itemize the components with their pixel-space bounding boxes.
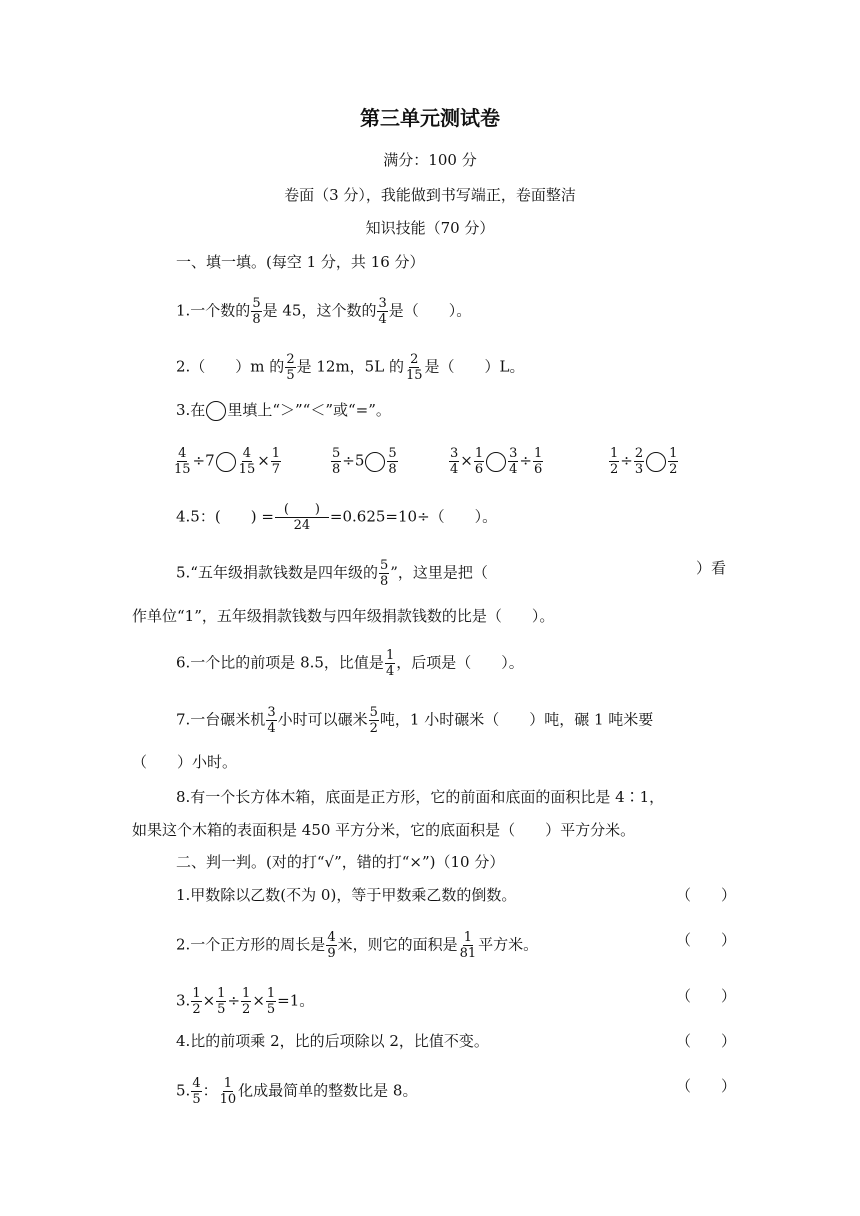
judge-5: 5. $\frac{4}{5}$ ： $\frac{1}{10}$ 化成最简单的整数比是 8。 (176, 1076, 418, 1107)
full-score: 满分：100 分 (383, 151, 477, 169)
numerator: 3 (450, 446, 459, 461)
q5-line1-end: ）看 (696, 559, 727, 577)
denominator: 6 (474, 462, 484, 477)
fraction (238, 446, 257, 477)
fraction (533, 446, 543, 477)
denominator: 8 (252, 312, 261, 327)
fraction (219, 1076, 238, 1107)
fraction (634, 446, 644, 477)
q8-line1: 8.有一个长方体木箱，底面是正方形，它的前面和底面的面积比是 4∶1， (176, 788, 665, 806)
denominator: 5 (266, 1002, 276, 1017)
denominator: 81 (459, 946, 477, 961)
judge-4-answer[interactable]: （ ） (676, 1032, 737, 1050)
denominator: 9 (327, 946, 336, 961)
numerator: 3 (267, 705, 276, 720)
denominator: 2 (192, 1002, 201, 1017)
numerator: 4 (242, 446, 252, 461)
judge-3-answer[interactable]: （ ） (676, 987, 737, 1005)
numerator: 1 (669, 446, 678, 461)
denominator: 5 (286, 368, 295, 383)
numerator: 1 (474, 446, 484, 461)
denominator: 7 (271, 462, 281, 477)
fraction (275, 502, 329, 533)
numerator: 4 (327, 930, 336, 945)
compare-circle[interactable] (646, 452, 666, 472)
fraction (266, 986, 276, 1017)
numerator: 2 (286, 352, 295, 367)
q5-line1: 5.“五年级捐款钱数是四年级的 $\frac{5}{8}$ ”，这里是把（ (176, 558, 488, 589)
numerator: 1 (271, 446, 281, 461)
numerator: 1 (223, 1076, 233, 1091)
fraction (369, 705, 379, 736)
q7-line1: 7.一台碾米机 $\frac{3}{4}$ 小时可以碾米 $\frac{5}{2}$ 吨，1 小时碾米（ ）吨，碾 1 吨米要 (176, 705, 654, 736)
q7-line2: （ ）小时。 (132, 753, 238, 771)
fraction (449, 446, 459, 477)
judge-3: 3. $\frac{1}{2}$ × $\frac{1}{5}$ ÷ $\frac{1}{2}$ × $\frac{1}{5}$ =1。 (176, 986, 315, 1017)
fraction (285, 352, 295, 383)
fraction (379, 558, 389, 589)
numerator: 4 (178, 446, 187, 461)
page-title: 第三单元测试卷 (360, 106, 500, 130)
numerator: 1 (192, 986, 201, 1001)
denominator: 24 (293, 518, 311, 533)
fraction (326, 930, 336, 961)
denominator: 6 (534, 462, 543, 477)
denominator: 4 (450, 462, 459, 477)
denominator: 2 (669, 462, 678, 477)
q5-line2: 作单位“1”，五年级捐款钱数与四年级捐款钱数的比是（ ）。 (132, 607, 555, 625)
denominator: 15 (405, 368, 423, 383)
q3-expressions (0, 446, 860, 486)
fraction (241, 986, 251, 1017)
neatness-note: 卷面（3 分），我能做到书写端正，卷面整洁 (284, 186, 576, 204)
fraction (331, 446, 341, 477)
q3-expr-2: $\frac{5}{8}$ ÷5 $\frac{5}{8}$ (332, 446, 397, 477)
section2-heading: 二、判一判。(对的打“√”，错的打“×”)（10 分） (176, 853, 505, 871)
denominator: 15 (238, 462, 256, 477)
numerator: 3 (509, 446, 518, 461)
judge-5-answer[interactable]: （ ） (676, 1077, 737, 1095)
denominator: 4 (509, 462, 518, 477)
judge-1: 1.甲数除以乙数(不为 0)，等于甲数乘乙数的倒数。 (176, 886, 517, 904)
compare-circle (206, 401, 226, 421)
compare-circle[interactable] (216, 452, 236, 472)
fraction (377, 296, 387, 327)
numerator: 1 (610, 446, 619, 461)
numerator: 2 (410, 352, 419, 367)
q2: 2.（ ）m 的 $\frac{2}{5}$ 是 12m，5L 的 $\frac{2}{15}$ 是（ ）L。 (176, 352, 525, 383)
q3-expr-4: $\frac{1}{2}$ ÷ $\frac{2}{3}$ $\frac{1}{2}$ (610, 446, 678, 477)
denominator: 8 (388, 462, 397, 477)
q6: 6.一个比的前项是 8.5，比值是 $\frac{1}{4}$ ，后项是（ ）。 (176, 648, 524, 679)
fraction (251, 296, 261, 327)
numerator: 1 (266, 986, 276, 1001)
judge-2-answer[interactable]: （ ） (676, 931, 737, 949)
fraction (266, 705, 276, 736)
q4: 4.5：( ) = ( ) 24 =0.625=10÷（ ）。 (176, 502, 498, 533)
fraction (387, 446, 397, 477)
denominator: 8 (379, 574, 389, 589)
q3: 3.在 里填上“＞”“＜”或“=”。 (176, 401, 391, 419)
numerator: 5 (332, 446, 341, 461)
numerator: 3 (378, 296, 387, 311)
fraction (508, 446, 518, 477)
numerator: 1 (242, 986, 251, 1001)
denominator: 2 (242, 1002, 251, 1017)
fraction (459, 930, 478, 961)
numerator: 4 (192, 1076, 201, 1091)
denominator: 4 (385, 664, 395, 679)
numerator: 1 (385, 648, 395, 663)
denominator: 8 (332, 462, 341, 477)
denominator: 10 (219, 1092, 237, 1107)
knowledge-heading: 知识技能（70 分） (365, 219, 495, 237)
numerator: 1 (217, 986, 226, 1001)
denominator: 3 (634, 462, 644, 477)
q3-expr-1: $\frac{4}{15}$ ÷7 $\frac{4}{15}$ × $\frac{1}{7}$ (174, 446, 281, 477)
numerator: 5 (369, 705, 378, 720)
q3-expr-3: $\frac{3}{4}$ × $\frac{1}{6}$ $\frac{3}{4}$ ÷ $\frac{1}{6}$ (450, 446, 543, 477)
fraction (474, 446, 484, 477)
fraction (173, 446, 192, 477)
section1-heading: 一、填一填。(每空 1 分，共 16 分） (176, 253, 425, 271)
denominator: 4 (378, 312, 387, 327)
compare-circle[interactable] (365, 452, 385, 472)
numerator: 5 (388, 446, 397, 461)
numerator: ( ) (275, 502, 329, 518)
denominator: 4 (267, 721, 276, 736)
numerator: 5 (379, 558, 389, 573)
fraction (271, 446, 281, 477)
judge-1-answer[interactable]: （ ） (676, 886, 737, 904)
q1: 1.一个数的 $\frac{5}{8}$ 是 45，这个数的 $\frac{3}{4}$ 是（ ）。 (176, 296, 472, 327)
numerator: 2 (634, 446, 644, 461)
denominator: 2 (610, 462, 619, 477)
denominator: 5 (192, 1092, 201, 1107)
denominator: 5 (217, 1002, 226, 1017)
fraction (216, 986, 226, 1017)
judge-2: 2.一个正方形的周长是 $\frac{4}{9}$ 米，则它的面积是 $\frac{1}{81}$ 平方米。 (176, 930, 539, 961)
fraction (191, 986, 201, 1017)
denominator: 15 (174, 462, 191, 477)
q8-line2: 如果这个木箱的表面积是 450 平方分米，它的底面积是（ ）平方分米。 (132, 821, 636, 839)
fraction (405, 352, 424, 383)
numerator: 5 (252, 296, 261, 311)
fraction (385, 648, 395, 679)
fraction (191, 1076, 201, 1107)
denominator: 2 (369, 721, 378, 736)
fraction (609, 446, 619, 477)
judge-4: 4.比的前项乘 2，比的后项除以 2，比值不变。 (176, 1032, 489, 1050)
fraction (668, 446, 678, 477)
numerator: 1 (463, 930, 473, 945)
compare-circle[interactable] (486, 452, 506, 472)
numerator: 1 (534, 446, 543, 461)
